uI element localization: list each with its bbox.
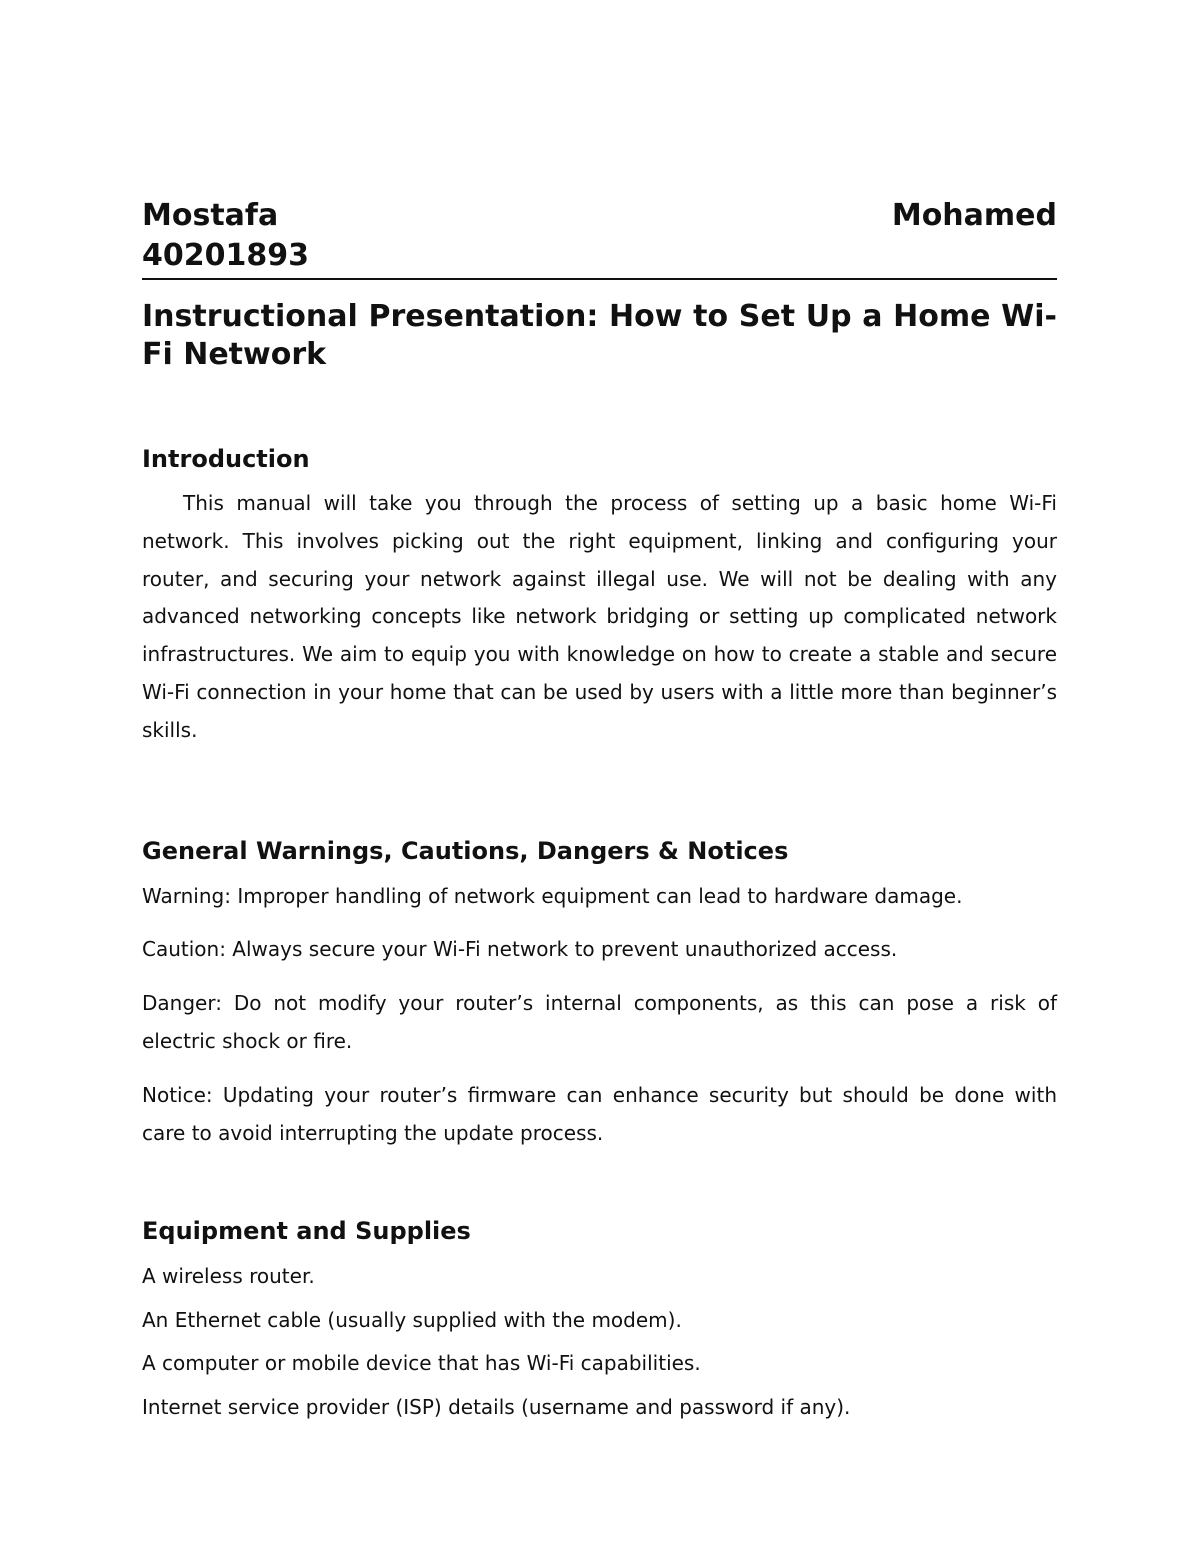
caution-item: Caution: Always secure your Wi-Fi network to prevent unauthorized access. — [142, 937, 898, 962]
document-title: Instructional Presentation: How to Set Up a Home Wi-Fi Network — [142, 299, 1057, 372]
document-page — [142, 196, 1057, 1426]
equipment-item: An Ethernet cable (usually supplied with the modem). — [142, 1307, 682, 1332]
warnings-heading: General Warnings, Cautions, Dangers & Notices — [142, 836, 789, 865]
equipment-item: A computer or mobile device that has Wi-Fi capabilities. — [142, 1351, 701, 1376]
author-name-row — [142, 196, 1057, 236]
author-first-name: Mostafa — [142, 198, 279, 233]
warnings-list — [142, 878, 1057, 1153]
warning-item: Warning: Improper handling of network equipment can lead to hardware damage. — [142, 883, 963, 908]
introduction-heading: Introduction — [142, 445, 310, 473]
student-id: 40201893 — [142, 238, 309, 273]
equipment-list — [142, 1258, 1057, 1426]
author-last-name: Mohamed — [891, 198, 1057, 233]
danger-item: Danger: Do not modify your router’s internal components, as this can pose a risk of electric shock or fire. — [142, 991, 1057, 1053]
equipment-item: A wireless router. — [142, 1264, 315, 1289]
header-divider — [142, 278, 1057, 280]
equipment-heading: Equipment and Supplies — [142, 1217, 471, 1246]
equipment-item: Internet service provider (ISP) details (username and password if any). — [142, 1394, 851, 1419]
notice-item: Notice: Updating your router’s firmware can enhance security but should be done with care to avoid interrupting the update process. — [142, 1082, 1057, 1145]
introduction-paragraph: This manual will take you through the process of setting up a basic home Wi-Fi network. This involves picking out the right equipment, linking and configuring your router, and securing your network against illegal use. We will not be dealing with any advanced networking concepts like network bridging or setting up complicated network infrastructures. We aim to equip you with knowledge on how to create a stable and secure Wi-Fi connection in your home that can be used by users with a little more than beginner’s skills. — [142, 491, 1057, 742]
